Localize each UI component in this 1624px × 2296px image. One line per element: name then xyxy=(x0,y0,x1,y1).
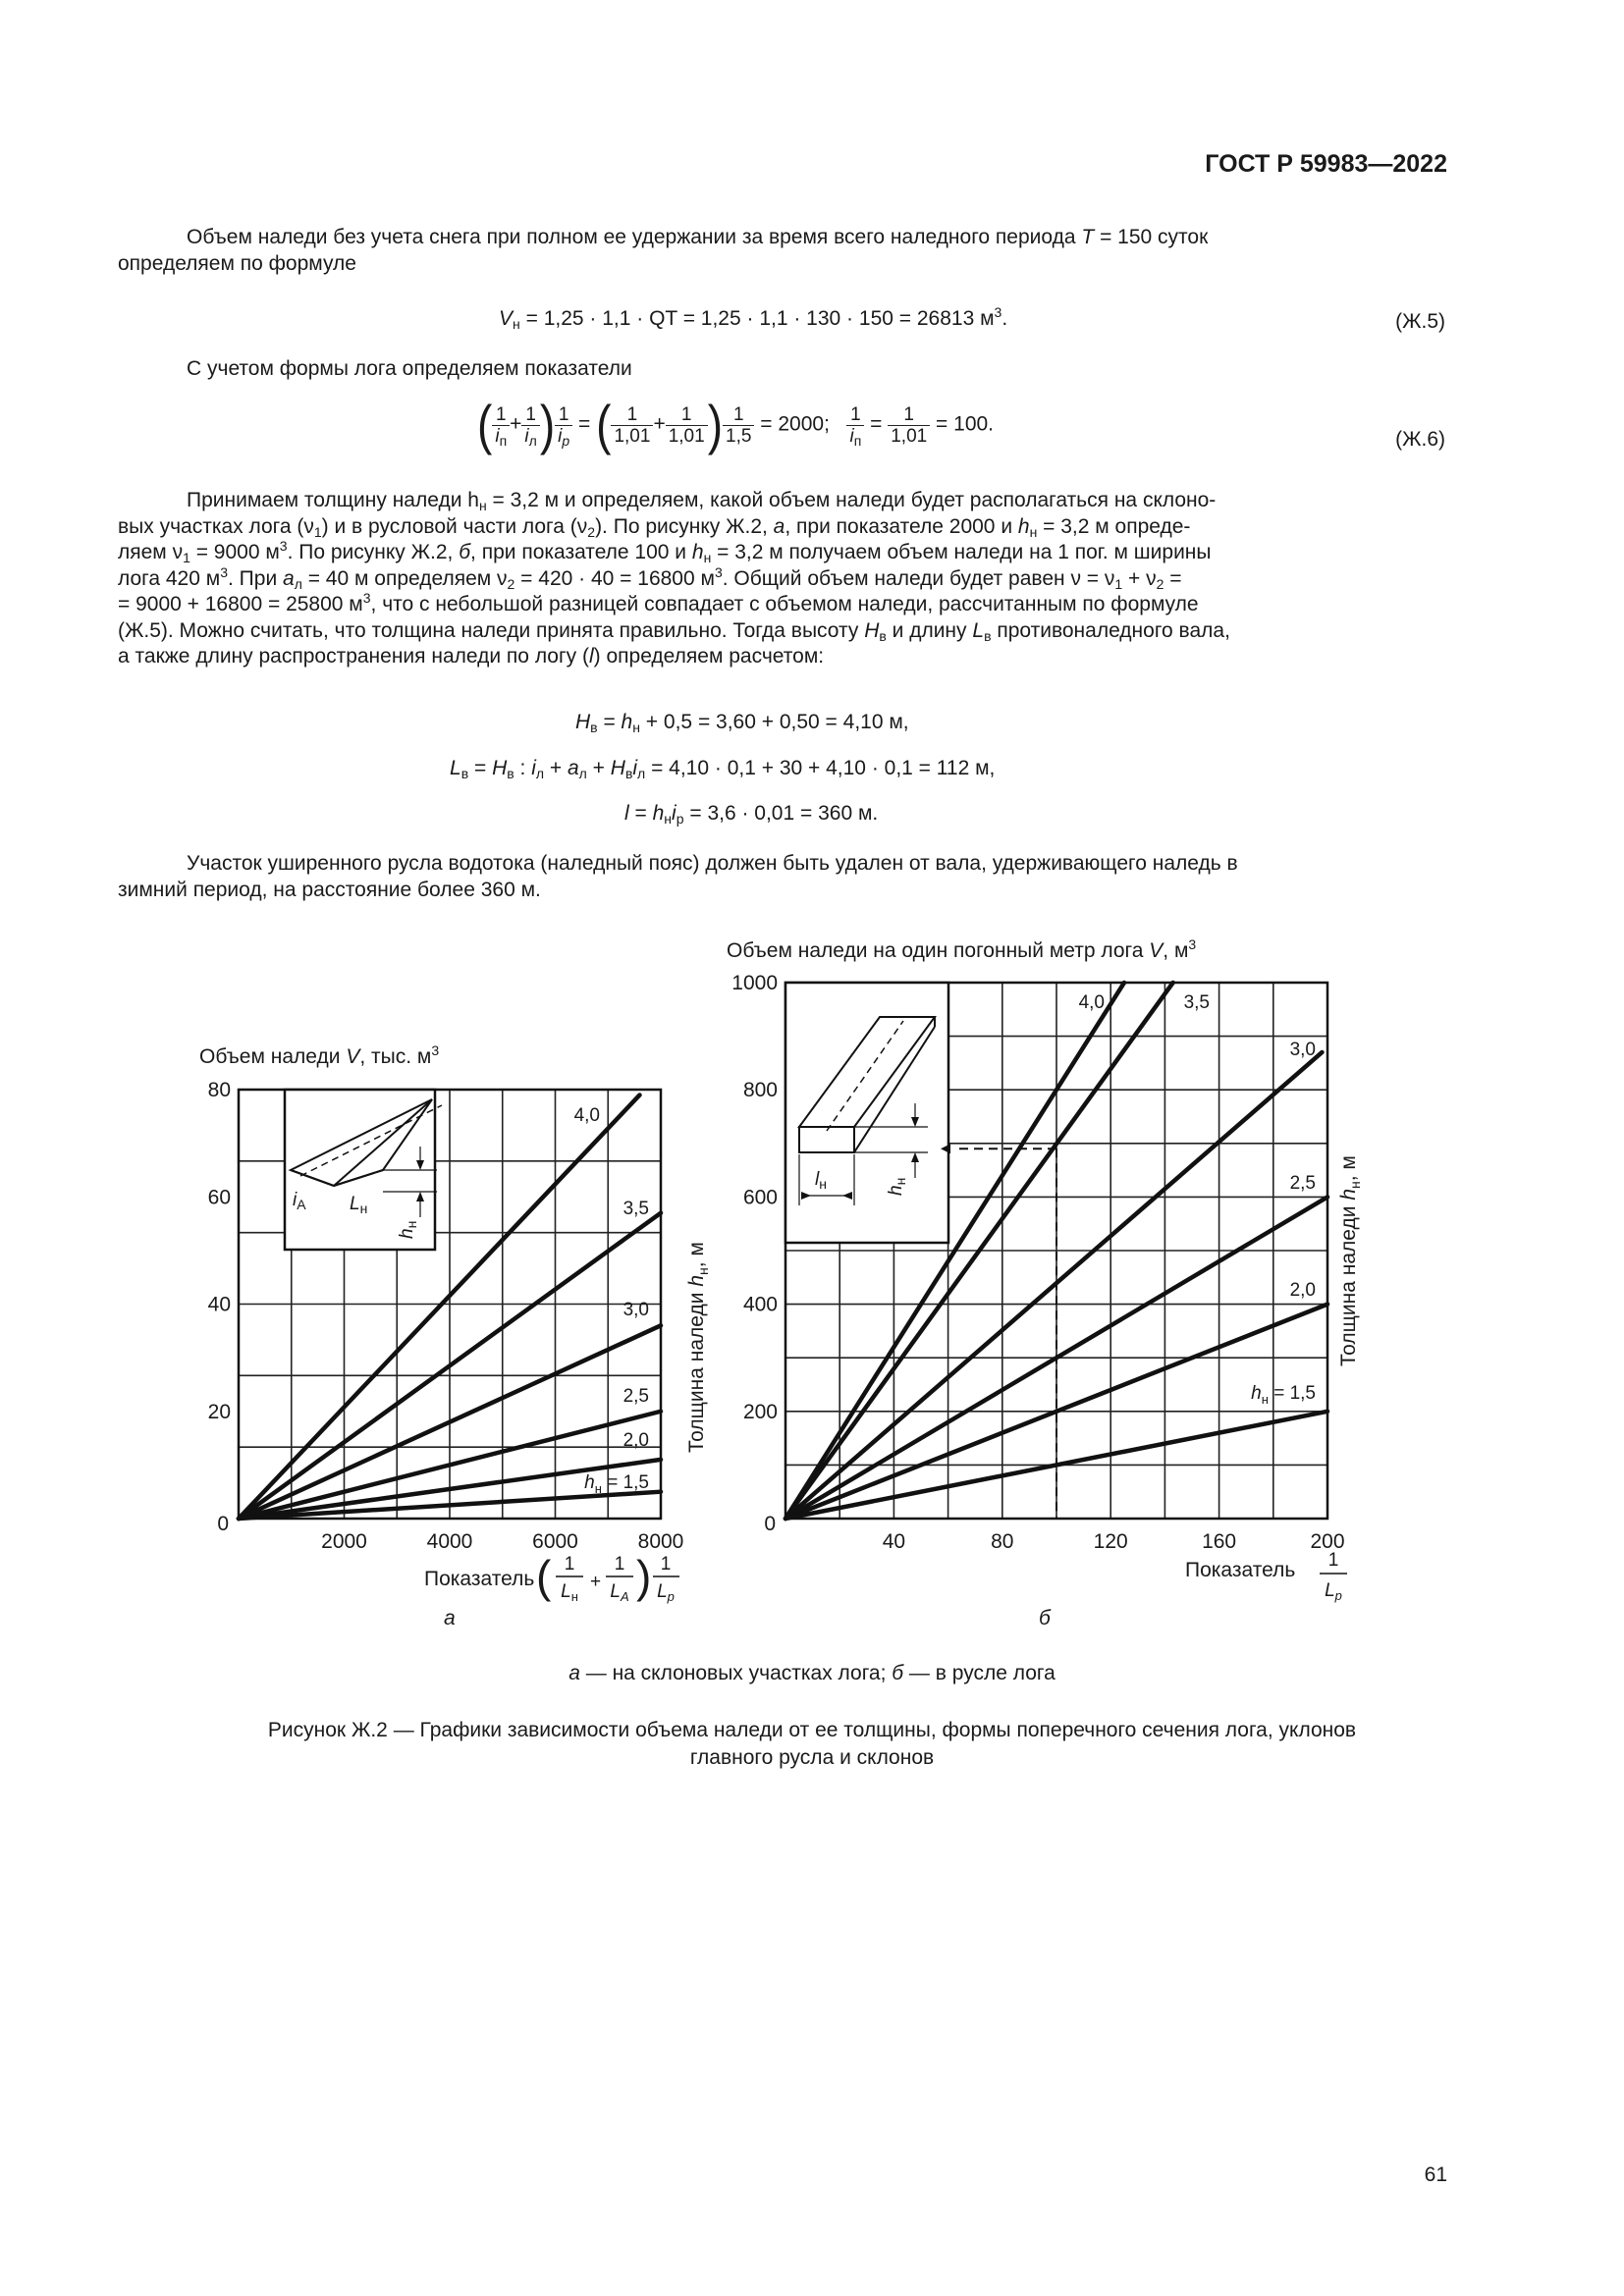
svg-text:Показатель: Показатель xyxy=(424,1568,535,1590)
chart-a-inset-ln: $L_н$ xyxy=(350,1194,368,1216)
svg-text:): ) xyxy=(636,1551,652,1602)
y-tick-label: 200 xyxy=(742,1400,778,1423)
chart-b-panel-label: б xyxy=(1039,1607,1051,1629)
x-tick-label: 80 xyxy=(991,1530,1014,1553)
series-label-1: 4,0 xyxy=(1078,992,1105,1013)
y-tick-label: 80 xyxy=(207,1079,231,1101)
chart-a-title: Объем наледи V, тыс. $м^3$ xyxy=(199,1042,440,1068)
y-tick-label: 40 xyxy=(207,1293,231,1316)
chart-a-ylabel: Толщина наледи $h_н$, м xyxy=(685,1242,711,1453)
y-tick-label: 800 xyxy=(742,1079,778,1102)
svg-text:+: + xyxy=(590,1572,602,1592)
svg-text:1: 1 xyxy=(660,1554,672,1575)
x-tick-label: 160 xyxy=(1202,1530,1237,1553)
chart-b xyxy=(727,936,1363,1629)
svg-text:1: 1 xyxy=(564,1554,575,1575)
x-tick-label: 40 xyxy=(882,1530,906,1553)
x-tick-label: 200 xyxy=(1310,1530,1345,1553)
x-tick-label: 6000 xyxy=(532,1530,578,1553)
svg-text:1: 1 xyxy=(614,1554,625,1575)
chart-a-xlabel xyxy=(424,1551,679,1604)
svg-text:Lн: $L_н$ xyxy=(561,1581,578,1604)
svg-text:LA: $L_A$ xyxy=(610,1581,629,1604)
paragraph-2: С учетом формы лога определяем показатели xyxy=(187,357,632,380)
y-tick-label: 1000 xyxy=(731,972,778,994)
y-tick-label: 0 xyxy=(764,1513,776,1535)
svg-text:(: ( xyxy=(536,1551,552,1602)
x-tick-label: 4000 xyxy=(426,1530,473,1553)
x-tick-label: 8000 xyxy=(637,1530,684,1553)
chart-b-ylabel: Толщина наледи $h_н$, м xyxy=(1337,1155,1363,1366)
document-header: ГОСТ Р 59983—2022 xyxy=(1205,150,1447,178)
calc-lv: $L_в = H_в$ : $i_л + a_л + H_вi_л = 4,10 \cdot 0,1 + 30 + 4,10 \cdot 0,1 = 112$ м, xyxy=(450,757,996,781)
equation-zh5: $V_н = 1,25 \cdot 1,1$ · QT = 1,25 · 1,1 · 130 · 150 = 26813 $м^3$. xyxy=(499,304,1008,332)
svg-text:Lp: $L_p$ xyxy=(657,1581,675,1604)
figure-caption: Рисунок Ж.2 — Графики зависимости объема наледи от ее толщины, формы поперечного сечения лога, уклонов главного русла и склонов xyxy=(267,1719,1357,1769)
series-label-3: 3,0 xyxy=(1289,1040,1316,1060)
paragraph-3: Принимаем толщину наледи $h_н = 3,2$ м и определяем, какой объем наледи будет располагаться на склоно- вых участках лога $(\nu_1)$ и в русловой части лога $(\nu_2)$. По рисунку Ж.2, а, при показателе 2000 и $h_н = 3,2$ м опреде- ляем $\nu_1 = 9000$ $м^3$. По рисунку Ж.2, б, при показателе 100 и $h_н = 3,2$ м получаем объем наледи на 1 пог. м ширины лога 420 $м^3$. При $a_л = 40$ м определяем $\nu_2 = 420 \cdot 40 = 16800$ $м^3$. Общий объем наледи будет равен $\nu = \nu_1 + \nu_2$ = = 9000 + 16800 = 25800 $м^3$, что с небольшой разницей совпадает с объемом наледи, рассчитанным по формуле (Ж.5). Можно считать, что толщина наледи принята правильно. Тогда высоту $H_в$ и длину $L_в$ противоналедного вала, а также длину распространения наледи по логу (l) определяем расчетом: xyxy=(118,489,1230,667)
series-label-6: $h_н = 1,5$ xyxy=(584,1472,649,1496)
x-tick-label: 2000 xyxy=(321,1530,367,1553)
x-tick-label: 120 xyxy=(1093,1530,1128,1553)
chart-a-inset-ia: $i_A$ xyxy=(293,1190,306,1212)
equation-zh6: ( $\frac{1}{i_п}$ + $\frac{1}{i_л}$ ) $\frac{1}{i_p}$ = ( $\frac{1}{1,01}$ + $\frac{1}{1,01}$ ) $\frac{1}{1,5}$ = 2000; $\frac{1}{i_п}$ = $\frac{1}{1,01}$ = 100. xyxy=(477,394,995,456)
series-label-1: 4,0 xyxy=(573,1105,600,1126)
paragraph-1: Объем наледи без учета снега при полном ее удержании за время всего наледного периода T = 150 суток определяем по формуле xyxy=(118,226,1209,275)
equation-number-zh5: (Ж.5) xyxy=(1395,310,1445,333)
svg-text:Lp: $L_p$ xyxy=(1325,1580,1342,1603)
calc-hv: $H_в = h_н + 0,5 = 3,60 + 0,50 = 4,10$ м, xyxy=(575,711,909,735)
figure-subcaption: а — на склоновых участках лога; б — в русле лога xyxy=(568,1662,1056,1684)
series-label-2: 3,5 xyxy=(1183,992,1210,1013)
series-label-6: $h_н = 1,5$ xyxy=(1251,1383,1316,1407)
y-tick-label: 20 xyxy=(207,1400,231,1423)
chart-b-xlabel xyxy=(1185,1550,1347,1603)
y-tick-label: 60 xyxy=(207,1186,231,1209)
svg-text:Показатель: Показатель xyxy=(1185,1559,1296,1581)
series-label-4: 2,5 xyxy=(623,1386,649,1407)
y-tick-label: 400 xyxy=(742,1293,778,1316)
y-tick-label: 0 xyxy=(217,1513,229,1535)
series-label-2: 3,5 xyxy=(623,1199,649,1219)
chart-b-inset-hn: $h_н$ xyxy=(886,1177,908,1196)
chart-b-inset-ln: $l_н$ xyxy=(815,1169,827,1192)
chart-a xyxy=(199,1042,711,1629)
chart-a-inset-hn: $h_н$ xyxy=(397,1220,419,1239)
series-label-4: 2,5 xyxy=(1289,1173,1316,1194)
paragraph-4: Участок уширенного русла водотока (наледный пояс) должен быть удален от вала, удерживающего наледь в зимний период, на расстояние более 360 м. xyxy=(118,852,1238,901)
chart-b-title: Объем наледи на один погонный метр лога V, $м^3$ xyxy=(727,936,1197,962)
equation-number-zh6: (Ж.6) xyxy=(1395,428,1445,451)
series-label-3: 3,0 xyxy=(623,1300,649,1320)
series-label-5: 2,0 xyxy=(623,1430,649,1451)
chart-a-panel-label: а xyxy=(444,1607,456,1629)
svg-text:1: 1 xyxy=(1327,1550,1339,1571)
calc-l: $l = h_нi_р = 3,6 \cdot 0,01 = 360$ м. xyxy=(624,802,879,827)
page-number: 61 xyxy=(1424,2163,1447,2186)
y-tick-label: 600 xyxy=(742,1186,778,1209)
series-label-5: 2,0 xyxy=(1289,1280,1316,1301)
